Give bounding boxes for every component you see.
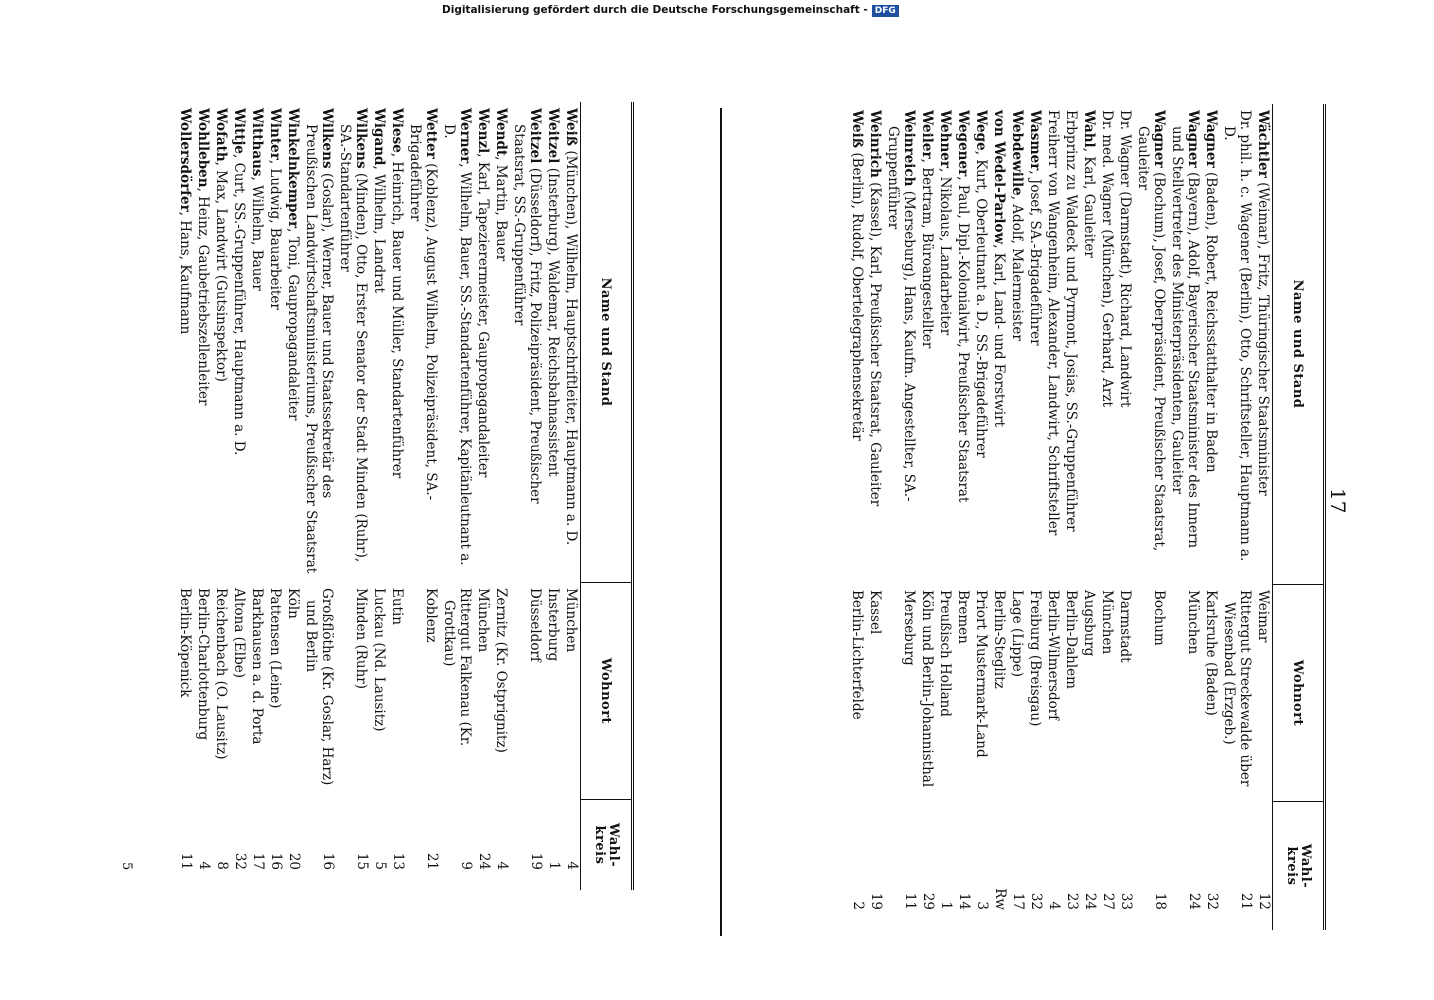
table-row bbox=[990, 104, 1008, 930]
cell-name bbox=[370, 102, 388, 582]
cell-name bbox=[284, 102, 302, 582]
name-rest: , Paul, Dipl.-Kolonialwirt, Preußischer Staatsrat bbox=[955, 176, 971, 503]
cell-name bbox=[1080, 104, 1098, 584]
cell-name bbox=[1168, 104, 1202, 584]
table-row bbox=[284, 102, 302, 890]
name-rest: , Bertram, Büroangestellter bbox=[919, 158, 935, 349]
cell-ort: Großflöthe (Kr. Goslar, Harz) und Berlin bbox=[303, 588, 335, 786]
table-row bbox=[866, 104, 884, 930]
cell-ort: München bbox=[1099, 590, 1115, 655]
table-row bbox=[1254, 104, 1272, 930]
name-rest: , Ludwig, Bauarbeiter bbox=[267, 159, 283, 310]
name-rest: (Berlin), Rudolf, Obertelegraphensekretär bbox=[849, 148, 865, 441]
cell-kreis: 4 bbox=[564, 861, 580, 870]
cell-ort: Lage (Lippe) bbox=[1009, 590, 1025, 678]
cell-ort: Barkhausen a. d. Porta bbox=[249, 588, 265, 745]
name-rest: (Düsseldorf), Fritz, Polizeipräsident, Preußischer Staatsrat, SS.-Gruppenführer bbox=[511, 124, 543, 504]
name-bold: Werner bbox=[457, 108, 473, 164]
table-row bbox=[562, 102, 580, 890]
name-rest: (Weimar), Fritz, Thüringischer Staatsminister bbox=[1255, 177, 1271, 496]
cell-kreis: 1 bbox=[546, 861, 562, 870]
cell-kreis: 15 bbox=[354, 852, 370, 870]
cell-name bbox=[176, 102, 194, 582]
table-row bbox=[176, 102, 194, 890]
name-rest: , Karl, Tapezierermeister, Gaupropagandaleiter bbox=[475, 153, 491, 478]
name-bold: Wege bbox=[973, 110, 989, 151]
table-row bbox=[1080, 104, 1098, 930]
cell-kreis: 24 bbox=[476, 852, 492, 870]
cell-kreis: 21 bbox=[424, 852, 440, 870]
name-rest: (Koblenz), August Wilhelm, Polizeipräsident, SA.-Brigadeführer bbox=[407, 124, 439, 501]
name-bold: Wagner bbox=[1185, 110, 1201, 168]
cell-name bbox=[544, 102, 562, 582]
table-row bbox=[230, 102, 248, 890]
cell-kreis: Rw bbox=[992, 888, 1008, 910]
header-ort: Wohnort bbox=[581, 583, 631, 800]
name-rest: , Hans, Kaufmann bbox=[177, 211, 193, 335]
table-row bbox=[1116, 104, 1134, 930]
table-row bbox=[440, 102, 474, 890]
cell-ort: Bochum bbox=[1151, 590, 1167, 646]
cell-kreis: 4 bbox=[1046, 901, 1062, 910]
cell-name bbox=[848, 104, 866, 584]
name-rest: , Toni, Gaupropagandaleiter bbox=[285, 228, 301, 421]
cell-kreis: 19 bbox=[868, 892, 884, 910]
cell-kreis: 11 bbox=[178, 852, 194, 870]
name-bold: Weiß bbox=[563, 108, 579, 147]
cell-ort: München bbox=[563, 588, 579, 653]
name-rest: (Merseburg), Hans, Kaufm. Angestellter, SA.-Gruppenführer bbox=[885, 126, 917, 502]
header-kreis: Wahl- kreis bbox=[1284, 843, 1313, 889]
name-rest: (Bayern), Adolf, Bayerischer Staatsminister des Innern und Stellvertreter des Ministerpräsidenten, Gauleiter bbox=[1169, 126, 1201, 549]
dfg-logo: DFG bbox=[872, 5, 899, 17]
cell-name bbox=[440, 102, 474, 582]
cell-name bbox=[918, 104, 936, 584]
table-top bbox=[722, 104, 1326, 930]
cell-ort: Berlin-Wilmersdorf bbox=[1045, 590, 1061, 721]
name-rest: (Goslar), Werner, Bauer und Staatssekretär des Preußischen Landwirtschaftsministeriums, Preußischer Staatsrat bbox=[303, 124, 335, 574]
cell-kreis: 14 bbox=[956, 892, 972, 910]
name-rest: Freiherr von Wangenheim, Alexander, Landwirt, Schriftsteller bbox=[1045, 110, 1061, 536]
name-bold: Webdewille bbox=[1009, 110, 1025, 196]
name-bold: Weitzel bbox=[527, 108, 543, 164]
name-rest: , Heinrich, Bauer und Müller, Standartenführer bbox=[389, 152, 405, 479]
page-number: 17 bbox=[1326, 488, 1350, 514]
name-bold: Wittje bbox=[231, 108, 247, 154]
table-row bbox=[1062, 104, 1080, 930]
cell-ort: Minden (Ruhr) bbox=[353, 588, 369, 689]
cell-ort: Rittergut Streckewalde über Wiesenbad (Erzgeb.) bbox=[1221, 590, 1253, 787]
name-rest: , Josef, SA.-Brigadeführer bbox=[1027, 170, 1043, 346]
table-row bbox=[1202, 104, 1220, 930]
table-row bbox=[212, 102, 230, 890]
name-bold: Weinreich bbox=[901, 110, 917, 187]
table-header bbox=[580, 102, 634, 890]
table-row bbox=[918, 104, 936, 930]
cell-ort: München bbox=[475, 588, 491, 653]
digitalization-credit bbox=[442, 4, 896, 17]
name-bold: Wendt bbox=[493, 108, 509, 157]
table-row bbox=[954, 104, 972, 930]
cell-kreis: 4 bbox=[494, 861, 510, 870]
cell-ort: Weimar bbox=[1255, 590, 1271, 643]
cell-kreis: 33 bbox=[1118, 892, 1134, 910]
header-kreis: Wahl- kreis bbox=[592, 822, 621, 868]
footer-number: 5 bbox=[119, 862, 134, 871]
cell-kreis: 21 bbox=[1238, 892, 1254, 910]
cell-kreis: 17 bbox=[1010, 892, 1026, 910]
name-bold: Wahl bbox=[1081, 110, 1097, 148]
name-rest: , Nikolaus, Landarbeiter bbox=[937, 167, 953, 336]
name-rest: , Wilhelm, Bauer bbox=[249, 176, 265, 291]
cell-ort: Pattensen (Leine) bbox=[267, 588, 283, 709]
cell-name bbox=[474, 102, 492, 582]
table-row bbox=[336, 102, 370, 890]
name-bold: Wohlleben bbox=[195, 108, 211, 188]
table-row bbox=[388, 102, 406, 890]
cell-kreis: 2 bbox=[850, 901, 866, 910]
credit-text: Digitalisierung gefördert durch die Deutsche Forschungsgemeinschaft - bbox=[442, 4, 868, 16]
name-bold: Wetter bbox=[423, 108, 439, 159]
name-rest: (Minden), Otto, Erster Senator der Stadt Minden (Ruhr), SA.-Standartenführer bbox=[337, 124, 369, 563]
table-row bbox=[848, 104, 866, 930]
cell-name bbox=[230, 102, 248, 582]
name-bold: Wilkens bbox=[319, 108, 335, 169]
cell-ort: Zernitz (Kr. Ostprignitz) bbox=[493, 588, 509, 753]
cell-name bbox=[1116, 104, 1134, 584]
cell-ort: Eutin bbox=[389, 588, 405, 625]
cell-kreis: 3 bbox=[974, 901, 990, 910]
table-row bbox=[884, 104, 918, 930]
table-row bbox=[1026, 104, 1044, 930]
cell-kreis: 12 bbox=[1256, 892, 1272, 910]
cell-name bbox=[492, 102, 510, 582]
cell-ort: Luckau (Nd. Lausitz) bbox=[371, 588, 387, 732]
cell-name bbox=[406, 102, 440, 582]
cell-ort: Bremen bbox=[955, 590, 971, 644]
cell-name bbox=[1134, 104, 1168, 584]
name-bold: Wigand bbox=[371, 108, 387, 166]
header-name: Name und Stand bbox=[1273, 104, 1323, 585]
name-rest: , Karl, Land- und Forstwirt bbox=[991, 244, 1007, 428]
table-row bbox=[1098, 104, 1116, 930]
name-rest: , Heinz, Gaubetriebszellenleiter bbox=[195, 187, 211, 406]
cell-name bbox=[212, 102, 230, 582]
cell-name bbox=[972, 104, 990, 584]
cell-kreis: 20 bbox=[286, 852, 302, 870]
name-bold: Wilkens bbox=[353, 108, 369, 169]
header-ort: Wohnort bbox=[1273, 585, 1323, 802]
table-header bbox=[1272, 104, 1326, 930]
cell-name bbox=[302, 102, 336, 582]
cell-kreis: 11 bbox=[902, 892, 918, 910]
table-row bbox=[972, 104, 990, 930]
name-bold: Wenzl bbox=[475, 108, 491, 154]
cell-kreis: 5 bbox=[372, 861, 388, 870]
table-row bbox=[370, 102, 388, 890]
name-bold: Weiß bbox=[849, 110, 865, 149]
cell-name bbox=[1062, 104, 1080, 584]
name-rest: Dr. phil. h. c. Wagener (Berlin), Otto, Schriftsteller, Hauptmann a. D. bbox=[1221, 110, 1253, 562]
table-body bbox=[176, 102, 580, 890]
table-row bbox=[406, 102, 440, 890]
table-row bbox=[248, 102, 266, 890]
cell-kreis: 29 bbox=[920, 892, 936, 910]
cell-ort: Darmstadt bbox=[1117, 590, 1133, 663]
cell-ort: Merseburg bbox=[901, 590, 917, 666]
cell-ort: Freiburg (Breisgau) bbox=[1027, 590, 1043, 727]
name-rest: (Insterburg), Waldemar, Reichsbahnassistent bbox=[545, 163, 561, 477]
table-row bbox=[266, 102, 284, 890]
cell-ort: Karlsruhe (Baden) bbox=[1203, 590, 1219, 716]
name-bold: Winter bbox=[267, 108, 283, 160]
name-rest: , Martin, Bauer bbox=[493, 156, 509, 262]
name-bold: Wehner bbox=[937, 110, 953, 168]
name-bold: Wofath bbox=[213, 108, 229, 162]
cell-name bbox=[990, 104, 1008, 584]
name-bold: Wollersdörfer bbox=[177, 108, 193, 212]
name-bold: Wächtler bbox=[1255, 110, 1271, 178]
name-rest: , Wilhelm, Landrat bbox=[371, 165, 387, 294]
name-rest: , Kurt, Oberleutnant a. D., SS.-Brigadeführer bbox=[973, 150, 989, 458]
cell-name bbox=[954, 104, 972, 584]
cell-name bbox=[866, 104, 884, 584]
cell-ort: Berlin-Charlottenburg bbox=[195, 588, 211, 741]
cell-kreis: 32 bbox=[232, 852, 248, 870]
name-bold: Wiese bbox=[389, 108, 405, 153]
name-rest: , Wilhelm, Bauer, SS.-Standartenführer, Kapitänleutnant a. D. bbox=[441, 124, 473, 566]
name-rest: , Curt, SS.-Gruppenführer, Hauptmann a. D. bbox=[231, 154, 247, 456]
name-rest: Erbprinz zu Waldeck und Pyrmont, Josias, SS.-Gruppenführer bbox=[1063, 110, 1079, 532]
cell-kreis: 9 bbox=[458, 861, 474, 870]
name-bold: Winkelnkemper bbox=[285, 108, 301, 229]
name-rest: , Karl, Gauleiter bbox=[1081, 147, 1097, 258]
table-row bbox=[302, 102, 336, 890]
cell-name bbox=[1008, 104, 1026, 584]
name-rest: (Kassel), Karl, Preußischer Staatsrat, Gauleiter bbox=[867, 177, 883, 507]
cell-ort: Berlin-Dahlem bbox=[1063, 590, 1079, 689]
cell-ort: Altona (Elbe) bbox=[231, 588, 247, 678]
cell-kreis: 23 bbox=[1064, 892, 1080, 910]
table-row bbox=[1220, 104, 1254, 930]
cell-name bbox=[266, 102, 284, 582]
name-rest: Dr. Wagner (Darmstadt), Richard, Landwirt bbox=[1117, 110, 1133, 408]
cell-name bbox=[936, 104, 954, 584]
cell-name bbox=[248, 102, 266, 582]
cell-kreis: 18 bbox=[1152, 892, 1168, 910]
cell-ort: Köln und Berlin-Johannisthal bbox=[919, 590, 935, 788]
cell-name bbox=[1044, 104, 1062, 584]
name-rest: (Bochum), Josef, Oberpräsident, Preußischer Staatsrat, Gauleiter bbox=[1135, 126, 1167, 552]
cell-kreis: 4 bbox=[196, 861, 212, 870]
name-rest: Dr. med. Wagner (München), Gerhard, Arzt bbox=[1099, 110, 1115, 407]
cell-kreis: 8 bbox=[214, 861, 230, 870]
name-bold: Wagner bbox=[1203, 110, 1219, 168]
name-rest: (München), Wilhelm, Hauptschriftleiter, Hauptmann a. D. bbox=[563, 146, 579, 546]
table-row bbox=[1008, 104, 1026, 930]
table-row bbox=[510, 102, 544, 890]
cell-name bbox=[194, 102, 212, 582]
cell-name bbox=[510, 102, 544, 582]
name-bold: von Wedel-Parlow bbox=[991, 110, 1007, 245]
table-row bbox=[1134, 104, 1168, 930]
cell-ort: Kassel bbox=[867, 590, 883, 635]
name-rest: , Max, Landwirt (Gutsinspektor) bbox=[213, 161, 229, 382]
cell-ort: Preußisch Holland bbox=[937, 590, 953, 717]
name-bold: Weinrich bbox=[867, 110, 883, 178]
cell-ort: Berlin-Steglitz bbox=[991, 590, 1007, 689]
cell-name bbox=[1254, 104, 1272, 584]
table-row bbox=[544, 102, 562, 890]
cell-name bbox=[388, 102, 406, 582]
cell-kreis: 32 bbox=[1028, 892, 1044, 910]
name-bold: Weiler bbox=[919, 110, 935, 159]
cell-kreis: 16 bbox=[268, 852, 284, 870]
table-row bbox=[492, 102, 510, 890]
cell-ort: Koblenz bbox=[423, 588, 439, 643]
cell-kreis: 16 bbox=[320, 852, 336, 870]
cell-kreis: 13 bbox=[390, 852, 406, 870]
table-body bbox=[848, 104, 1272, 930]
cell-name bbox=[336, 102, 370, 582]
cell-kreis: 32 bbox=[1204, 892, 1220, 910]
table-row bbox=[1168, 104, 1202, 930]
name-bold: Wagner bbox=[1151, 110, 1167, 168]
cell-ort: Augsburg bbox=[1081, 590, 1097, 657]
cell-kreis: 1 bbox=[938, 901, 954, 910]
cell-ort: Berlin-Lichterfelde bbox=[849, 590, 865, 720]
table-row bbox=[1044, 104, 1062, 930]
table-bottom bbox=[18, 102, 634, 890]
cell-name bbox=[1098, 104, 1116, 584]
table-row bbox=[474, 102, 492, 890]
cell-ort: Rittergut Falkenau (Kr. Grottkau) bbox=[441, 588, 473, 747]
cell-kreis: 27 bbox=[1100, 892, 1116, 910]
cell-name bbox=[884, 104, 918, 584]
name-rest: (Baden), Robert, Reichsstatthalter in Baden bbox=[1203, 167, 1219, 473]
column-divider bbox=[720, 108, 722, 936]
name-bold: Weitzel bbox=[545, 108, 561, 164]
cell-name bbox=[1220, 104, 1254, 584]
name-bold: Witthaus bbox=[249, 108, 265, 177]
table-row bbox=[936, 104, 954, 930]
cell-name bbox=[1202, 104, 1220, 584]
cell-ort: München bbox=[1185, 590, 1201, 655]
cell-name bbox=[1026, 104, 1044, 584]
name-bold: Wegener bbox=[955, 110, 971, 177]
cell-name bbox=[562, 102, 580, 582]
cell-kreis: 19 bbox=[528, 852, 544, 870]
cell-ort: Köln bbox=[285, 588, 301, 619]
cell-ort: Düsseldorf bbox=[527, 588, 543, 662]
cell-kreis: 24 bbox=[1186, 892, 1202, 910]
cell-ort: Reichenbach (O. Lausitz) bbox=[213, 588, 229, 760]
cell-kreis: 24 bbox=[1082, 892, 1098, 910]
cell-ort: Priort Mustermark-Land bbox=[973, 590, 989, 758]
cell-kreis: 17 bbox=[250, 852, 266, 870]
name-bold: Wasmer bbox=[1027, 110, 1043, 171]
name-rest: , Adolf, Malermeister bbox=[1009, 195, 1025, 341]
cell-ort: Berlin-Köpenick bbox=[177, 588, 193, 698]
cell-ort: Insterburg bbox=[545, 588, 561, 662]
header-name: Name und Stand bbox=[581, 102, 631, 583]
table-row bbox=[194, 102, 212, 890]
